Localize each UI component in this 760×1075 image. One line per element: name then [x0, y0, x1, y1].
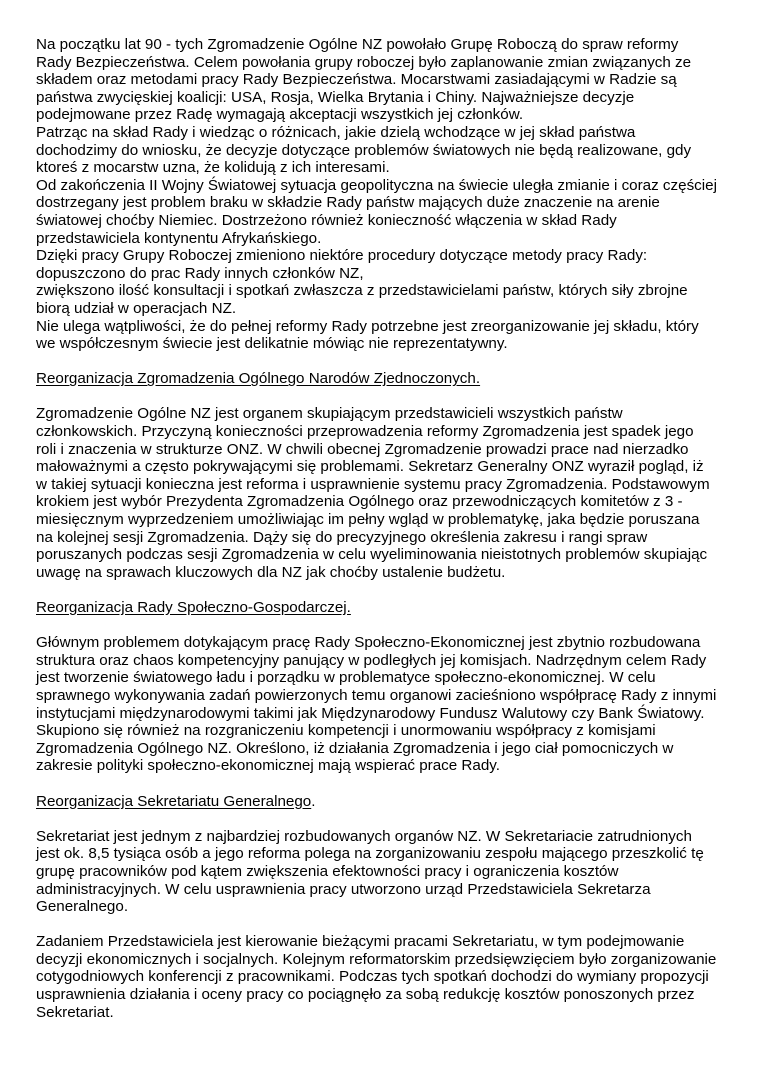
- intro-paragraph: [36, 36, 726, 353]
- text-line: w takiej sytuacji konieczna jest reforma i usprawnienie systemu pracy Zgromadzenia. Podstawowym: [36, 475, 710, 493]
- section-heading-text: Reorganizacja Zgromadzenia Ogólnego Narodów Zjednoczonych.: [36, 370, 481, 388]
- text-line: biorą udział w operacjach NZ.: [36, 299, 237, 317]
- text-line: jest tworzenie światowego ładu i porządku w problematyce społeczno-ekonomicznej. W celu: [36, 669, 656, 687]
- blank-line: [36, 353, 726, 371]
- text-line: instytucjami międzynarodowymi takimi jak Międzynarodowy Fundusz Walutowy czy Bank Światowy.: [36, 704, 705, 722]
- text-line: na kolejnej sesji Zgromadzenia. Dąży się do precyzyjnego określenia zakresu i rangi spraw: [36, 528, 648, 546]
- text-line: sprawnego wykonywania zadań powierzonych temu organowi zacieśniono współpracę Rady z innymi: [36, 686, 717, 704]
- text-line: poruszanych podczas sesji Zgromadzenia w celu wyeliminowania nieistotnych problemów skupiając: [36, 546, 708, 564]
- text-line: państwa zwycięskiej koalicji: USA, Rosja, Wielka Brytania i Chiny. Najważniejsze decyzje: [36, 88, 635, 106]
- section-heading-general-assembly: [36, 370, 726, 388]
- blank-line: [36, 916, 726, 934]
- text-line: dostrzegany jest problem braku w składzie Rady państw mających duże znaczenie na arenie: [36, 194, 660, 212]
- blank-line: [36, 810, 726, 828]
- blank-line: [36, 581, 726, 599]
- text-line: światowej choćby Niemiec. Dostrzeżono również konieczność włączenia w skład Rady: [36, 211, 617, 229]
- text-line: roli i znaczenia w strukturze ONZ. W chwili obecnej Zgromadzenie prowadzi prace nad nierzadko: [36, 440, 689, 458]
- text-line: Generalnego.: [36, 898, 129, 916]
- blank-line: [36, 617, 726, 635]
- text-line: Nie ulega wątpliwości, że do pełnej reformy Rady potrzebne jest zreorganizowanie jej składu, który: [36, 317, 699, 335]
- text-line: Skupiono się również na rozgraniczeniu kompetencji i unormowaniu współpracy z komisjami: [36, 722, 656, 740]
- section-heading-secretariat: [36, 793, 726, 811]
- text-line: Głównym problemem dotykającym pracę Rady Społeczno-Ekonomicznej jest zbytnio rozbudowana: [36, 634, 701, 652]
- text-line: administracyjnych. W celu usprawnienia pracy utworzono urząd Przedstawiciela Sekretarza: [36, 880, 651, 898]
- text-line: grupę pracowników pod kątem zwiększenia efektowności pracy i ograniczenia kosztów: [36, 862, 619, 880]
- text-line: zakresie polityki społeczno-ekonomicznej mają wspierać prace Rady.: [36, 757, 500, 775]
- text-line: cotygodniowych konferencji z pracownikami. Podczas tych spotkań dochodzi do wymiany propozycji: [36, 968, 709, 986]
- text-line: Od zakończenia II Wojny Światowej sytuacja geopolityczna na świecie uległa zmianie i coraz częściej: [36, 176, 717, 194]
- ecosoc-paragraph: [36, 634, 726, 775]
- document-page: [36, 36, 726, 1021]
- text-line: krokiem jest wybór Prezydenta Zgromadzenia Ogólnego oraz przewodniczących komitetów z 3 -: [36, 493, 683, 511]
- text-line: we współczesnym świecie jest delikatnie mówiąc nie reprezentatywny.: [36, 335, 508, 353]
- secretariat-paragraph-1: [36, 828, 726, 916]
- text-line: miesięcznym wyprzedzeniem umożliwiając im pełny wgląd w problematykę, jaka będzie poruszana: [36, 511, 700, 529]
- text-line: Sekretariat jest jednym z najbardziej rozbudowanych organów NZ. W Sekretariacie zatrudnionych: [36, 827, 692, 845]
- text-line: podejmowane przez Radę wymagają akceptacji wszystkich jej członków.: [36, 106, 524, 124]
- text-line: Patrząc na skład Rady i wiedząc o różnicach, jakie dzielą wchodzące w jej skład państwa: [36, 123, 636, 141]
- text-line: ktoreś z mocarstw uzna, że kolidują z ich interesami.: [36, 159, 390, 177]
- text-line: Sekretariat.: [36, 1003, 114, 1021]
- text-line: Zadaniem Przedstawiciela jest kierowanie bieżącymi pracami Sekretariatu, w tym podejmowanie: [36, 933, 685, 951]
- text-line: uwagę na sprawach kluczowych dla NZ jak choćby ustalenie budżetu.: [36, 563, 506, 581]
- text-line: struktura oraz chaos kompetencyjny panujący w podległych jej komisjach. Nadrzędnym celem Rady: [36, 651, 707, 669]
- secretariat-paragraph-2: [36, 933, 726, 1021]
- text-line: składem oraz metodami pracy Rady Bezpieczeństwa. Mocarstwami zasiadającymi w Radzie są: [36, 71, 677, 89]
- text-line: jest ok. 8,5 tysiąca osób a jego reforma polega na zorganizowaniu zespołu mającego przeszkolić tę: [36, 845, 704, 863]
- text-line: Dzięki pracy Grupy Roboczej zmieniono niektóre procedury dotyczące metody pracy Rady:: [36, 247, 648, 265]
- text-line: małoważnymi a często pokrywającymi się problemami. Sekretarz Generalny ONZ wyraził pogląd, iż: [36, 458, 704, 476]
- blank-line: [36, 388, 726, 406]
- text-line: Zgromadzenie Ogólne NZ jest organem skupiającym przedstawicieli wszystkich państw: [36, 405, 623, 423]
- section-heading-text: Reorganizacja Sekretariatu Generalnego: [36, 792, 312, 810]
- section-heading-text: Reorganizacja Rady Społeczno-Gospodarczej.: [36, 599, 351, 616]
- text-line: Na początku lat 90 - tych Zgromadzenie Ogólne NZ powołało Grupę Roboczą do spraw reformy: [36, 36, 679, 53]
- text-line: przedstawiciela kontynentu Afrykańskiego.: [36, 229, 322, 247]
- text-line: decyzji ekonomicznych i socjalnych. Kolejnym reformatorskim przedsięwzięciem było zorganizowanie: [36, 950, 717, 968]
- text-line: dochodzimy do wniosku, że decyzje dotyczące problemów światowych nie będą realizowane, gdy: [36, 141, 692, 159]
- text-line: usprawnienia działania i oceny pracy co pociągnęło za sobą redukcję kosztów ponoszonych przez: [36, 986, 695, 1004]
- blank-line: [36, 775, 726, 793]
- text-line: zwiększono ilość konsultacji i spotkań zwłaszcza z przedstawicielami państw, których siły zbrojne: [36, 282, 688, 300]
- text-line: członkowskich. Przyczyną konieczności przeprowadzenia reformy Zgromadzenia jest spadek jego: [36, 423, 694, 441]
- text-line: Rady Bezpieczeństwa. Celem powołania grupy roboczej było zaplanowanie zmian związanych ze: [36, 53, 692, 71]
- text-line: dopuszczono do prac Rady innych członków NZ,: [36, 264, 364, 282]
- section-heading-ecosoc: [36, 599, 726, 617]
- text-line: Zgromadzenia Ogólnego NZ. Określono, iż działania Zgromadzenia i jego ciał pomocniczych w: [36, 739, 674, 757]
- general-assembly-paragraph: [36, 405, 726, 581]
- section-heading-suffix: .: [311, 792, 316, 810]
